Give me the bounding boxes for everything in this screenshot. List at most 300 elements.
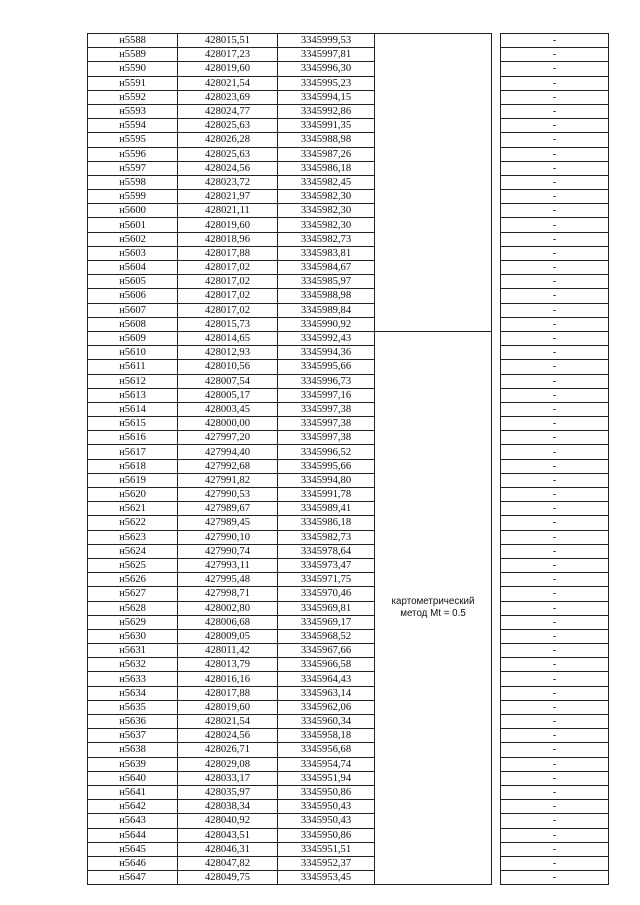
y-coordinate-cell: 3345964,43: [278, 672, 375, 686]
column-gap: [492, 686, 501, 700]
table-row: [88, 828, 609, 842]
accuracy-dash-cell: -: [501, 729, 609, 743]
point-name-cell: н5616: [88, 431, 178, 445]
x-coordinate-cell: 428023,72: [178, 175, 278, 189]
accuracy-dash-cell: -: [501, 601, 609, 615]
point-name-cell: н5612: [88, 374, 178, 388]
accuracy-dash-cell: -: [501, 629, 609, 643]
x-coordinate-cell: 428017,23: [178, 48, 278, 62]
column-gap: [492, 374, 501, 388]
x-coordinate-cell: 427989,67: [178, 502, 278, 516]
point-name-cell: н5629: [88, 615, 178, 629]
column-gap: [492, 473, 501, 487]
y-coordinate-cell: 3345969,81: [278, 601, 375, 615]
y-coordinate-cell: 3345994,80: [278, 473, 375, 487]
table-row: [88, 275, 609, 289]
y-coordinate-cell: 3345950,43: [278, 814, 375, 828]
x-coordinate-cell: 428017,02: [178, 289, 278, 303]
table-row: [88, 133, 609, 147]
table-row: [88, 488, 609, 502]
point-name-cell: н5614: [88, 402, 178, 416]
table-row: [88, 800, 609, 814]
accuracy-dash-cell: -: [501, 360, 609, 374]
point-name-cell: н5617: [88, 445, 178, 459]
column-gap: [492, 175, 501, 189]
y-coordinate-cell: 3345982,30: [278, 190, 375, 204]
point-name-cell: н5645: [88, 842, 178, 856]
y-coordinate-cell: 3345963,14: [278, 686, 375, 700]
x-coordinate-cell: 427992,68: [178, 459, 278, 473]
table-row: [88, 530, 609, 544]
table-row: [88, 743, 609, 757]
accuracy-dash-cell: -: [501, 417, 609, 431]
point-name-cell: н5600: [88, 204, 178, 218]
x-coordinate-cell: 428006,68: [178, 615, 278, 629]
point-name-cell: н5631: [88, 644, 178, 658]
column-gap: [492, 573, 501, 587]
table-row: [88, 558, 609, 572]
x-coordinate-cell: 428033,17: [178, 771, 278, 785]
point-name-cell: н5622: [88, 516, 178, 530]
x-coordinate-cell: 428049,75: [178, 871, 278, 885]
column-gap: [492, 856, 501, 870]
table-row: [88, 246, 609, 260]
column-gap: [492, 147, 501, 161]
column-gap: [492, 459, 501, 473]
y-coordinate-cell: 3345988,98: [278, 133, 375, 147]
x-coordinate-cell: 428021,11: [178, 204, 278, 218]
accuracy-dash-cell: -: [501, 516, 609, 530]
accuracy-dash-cell: -: [501, 317, 609, 331]
y-coordinate-cell: 3345982,30: [278, 204, 375, 218]
table-row: [88, 516, 609, 530]
column-gap: [492, 871, 501, 885]
table-row: [88, 644, 609, 658]
y-coordinate-cell: 3345996,52: [278, 445, 375, 459]
coordinates-table-body: [88, 34, 609, 885]
y-coordinate-cell: 3345997,38: [278, 402, 375, 416]
x-coordinate-cell: 428024,77: [178, 104, 278, 118]
column-gap: [492, 558, 501, 572]
table-row: [88, 856, 609, 870]
y-coordinate-cell: 3345999,53: [278, 34, 375, 48]
table-row: [88, 587, 609, 601]
accuracy-dash-cell: -: [501, 261, 609, 275]
y-coordinate-cell: 3345983,81: [278, 246, 375, 260]
y-coordinate-cell: 3345994,36: [278, 346, 375, 360]
x-coordinate-cell: 428011,42: [178, 644, 278, 658]
table-row: [88, 573, 609, 587]
x-coordinate-cell: 428015,51: [178, 34, 278, 48]
column-gap: [492, 445, 501, 459]
x-coordinate-cell: 428016,16: [178, 672, 278, 686]
point-name-cell: н5618: [88, 459, 178, 473]
accuracy-dash-cell: -: [501, 530, 609, 544]
x-coordinate-cell: 428007,54: [178, 374, 278, 388]
point-name-cell: н5627: [88, 587, 178, 601]
y-coordinate-cell: 3345990,92: [278, 317, 375, 331]
y-coordinate-cell: 3345982,45: [278, 175, 375, 189]
method-note-line1: картометрический: [391, 596, 475, 608]
column-gap: [492, 814, 501, 828]
y-coordinate-cell: 3345997,38: [278, 431, 375, 445]
x-coordinate-cell: 428017,88: [178, 686, 278, 700]
x-coordinate-cell: 428017,02: [178, 303, 278, 317]
y-coordinate-cell: 3345982,73: [278, 232, 375, 246]
table-row: [88, 204, 609, 218]
y-coordinate-cell: 3345992,43: [278, 331, 375, 345]
accuracy-dash-cell: -: [501, 62, 609, 76]
y-coordinate-cell: 3345956,68: [278, 743, 375, 757]
table-row: [88, 402, 609, 416]
column-gap: [492, 672, 501, 686]
column-gap: [492, 303, 501, 317]
table-row: [88, 544, 609, 558]
y-coordinate-cell: 3345960,34: [278, 715, 375, 729]
y-coordinate-cell: 3345952,37: [278, 856, 375, 870]
point-name-cell: н5634: [88, 686, 178, 700]
table-row: [88, 431, 609, 445]
point-name-cell: н5633: [88, 672, 178, 686]
accuracy-dash-cell: -: [501, 161, 609, 175]
table-row: [88, 175, 609, 189]
x-coordinate-cell: 427994,40: [178, 445, 278, 459]
x-coordinate-cell: 428017,02: [178, 261, 278, 275]
accuracy-dash-cell: -: [501, 104, 609, 118]
table-row: [88, 757, 609, 771]
point-name-cell: н5613: [88, 388, 178, 402]
point-name-cell: н5588: [88, 34, 178, 48]
accuracy-dash-cell: -: [501, 658, 609, 672]
table-row: [88, 289, 609, 303]
table-row: [88, 232, 609, 246]
column-gap: [492, 34, 501, 48]
table-row: [88, 672, 609, 686]
method-note-line2: метод Mt = 0.5: [400, 608, 466, 620]
x-coordinate-cell: 428018,96: [178, 232, 278, 246]
y-coordinate-cell: 3345994,15: [278, 90, 375, 104]
point-name-cell: н5598: [88, 175, 178, 189]
y-coordinate-cell: 3345973,47: [278, 558, 375, 572]
accuracy-dash-cell: -: [501, 346, 609, 360]
point-name-cell: н5606: [88, 289, 178, 303]
table-row: [88, 715, 609, 729]
column-gap: [492, 232, 501, 246]
x-coordinate-cell: 427991,82: [178, 473, 278, 487]
y-coordinate-cell: 3345989,84: [278, 303, 375, 317]
point-name-cell: н5630: [88, 629, 178, 643]
accuracy-dash-cell: -: [501, 190, 609, 204]
x-coordinate-cell: 428012,93: [178, 346, 278, 360]
accuracy-dash-cell: -: [501, 502, 609, 516]
column-gap: [492, 828, 501, 842]
y-coordinate-cell: 3345962,06: [278, 700, 375, 714]
x-coordinate-cell: 427990,10: [178, 530, 278, 544]
x-coordinate-cell: 428021,54: [178, 76, 278, 90]
table-row: [88, 814, 609, 828]
x-coordinate-cell: 428024,56: [178, 729, 278, 743]
table-row: [88, 473, 609, 487]
y-coordinate-cell: 3345988,98: [278, 289, 375, 303]
column-gap: [492, 530, 501, 544]
accuracy-dash-cell: -: [501, 573, 609, 587]
table-row: [88, 417, 609, 431]
y-coordinate-cell: 3345969,17: [278, 615, 375, 629]
column-gap: [492, 346, 501, 360]
x-coordinate-cell: 428035,97: [178, 785, 278, 799]
point-name-cell: н5640: [88, 771, 178, 785]
column-gap: [492, 842, 501, 856]
table-row: [88, 303, 609, 317]
point-name-cell: н5644: [88, 828, 178, 842]
accuracy-dash-cell: -: [501, 445, 609, 459]
point-name-cell: н5643: [88, 814, 178, 828]
accuracy-dash-cell: -: [501, 232, 609, 246]
column-gap: [492, 700, 501, 714]
y-coordinate-cell: 3345997,38: [278, 417, 375, 431]
accuracy-dash-cell: -: [501, 204, 609, 218]
accuracy-dash-cell: -: [501, 246, 609, 260]
table-row: [88, 104, 609, 118]
y-coordinate-cell: 3345950,86: [278, 828, 375, 842]
point-name-cell: н5628: [88, 601, 178, 615]
column-gap: [492, 402, 501, 416]
column-gap: [492, 161, 501, 175]
y-coordinate-cell: 3345971,75: [278, 573, 375, 587]
column-gap: [492, 218, 501, 232]
point-name-cell: н5609: [88, 331, 178, 345]
table-row: [88, 317, 609, 331]
y-coordinate-cell: 3345968,52: [278, 629, 375, 643]
column-gap: [492, 431, 501, 445]
table-row: [88, 190, 609, 204]
table-row: [88, 346, 609, 360]
x-coordinate-cell: 428043,51: [178, 828, 278, 842]
point-name-cell: н5637: [88, 729, 178, 743]
x-coordinate-cell: 427990,53: [178, 488, 278, 502]
x-coordinate-cell: 428003,45: [178, 402, 278, 416]
x-coordinate-cell: 428024,56: [178, 161, 278, 175]
table-row: [88, 360, 609, 374]
point-name-cell: н5603: [88, 246, 178, 260]
accuracy-dash-cell: -: [501, 672, 609, 686]
point-name-cell: н5595: [88, 133, 178, 147]
column-gap: [492, 502, 501, 516]
accuracy-dash-cell: -: [501, 828, 609, 842]
point-name-cell: н5624: [88, 544, 178, 558]
y-coordinate-cell: 3345991,78: [278, 488, 375, 502]
accuracy-dash-cell: -: [501, 686, 609, 700]
column-gap: [492, 289, 501, 303]
point-name-cell: н5610: [88, 346, 178, 360]
column-gap: [492, 76, 501, 90]
table-row: [88, 871, 609, 885]
point-name-cell: н5596: [88, 147, 178, 161]
x-coordinate-cell: 428019,60: [178, 218, 278, 232]
x-coordinate-cell: 427998,71: [178, 587, 278, 601]
point-name-cell: н5591: [88, 76, 178, 90]
point-name-cell: н5593: [88, 104, 178, 118]
accuracy-dash-cell: -: [501, 715, 609, 729]
table-row: [88, 119, 609, 133]
y-coordinate-cell: 3345953,45: [278, 871, 375, 885]
accuracy-dash-cell: -: [501, 388, 609, 402]
y-coordinate-cell: 3345978,64: [278, 544, 375, 558]
accuracy-dash-cell: -: [501, 218, 609, 232]
accuracy-dash-cell: -: [501, 871, 609, 885]
accuracy-dash-cell: -: [501, 842, 609, 856]
point-name-cell: н5607: [88, 303, 178, 317]
y-coordinate-cell: 3345970,46: [278, 587, 375, 601]
column-gap: [492, 587, 501, 601]
accuracy-dash-cell: -: [501, 459, 609, 473]
accuracy-dash-cell: -: [501, 800, 609, 814]
accuracy-dash-cell: -: [501, 331, 609, 345]
table-row: [88, 147, 609, 161]
table-row: [88, 374, 609, 388]
point-name-cell: н5611: [88, 360, 178, 374]
accuracy-dash-cell: -: [501, 856, 609, 870]
point-name-cell: н5608: [88, 317, 178, 331]
x-coordinate-cell: 428025,63: [178, 147, 278, 161]
table-row: [88, 90, 609, 104]
x-coordinate-cell: 428021,54: [178, 715, 278, 729]
accuracy-dash-cell: -: [501, 34, 609, 48]
accuracy-dash-cell: -: [501, 558, 609, 572]
x-coordinate-cell: 428038,34: [178, 800, 278, 814]
y-coordinate-cell: 3345987,26: [278, 147, 375, 161]
table-row: [88, 629, 609, 643]
x-coordinate-cell: 428046,31: [178, 842, 278, 856]
accuracy-dash-cell: -: [501, 473, 609, 487]
point-name-cell: н5599: [88, 190, 178, 204]
accuracy-dash-cell: -: [501, 275, 609, 289]
x-coordinate-cell: 428019,60: [178, 700, 278, 714]
x-coordinate-cell: 428002,80: [178, 601, 278, 615]
point-name-cell: н5626: [88, 573, 178, 587]
accuracy-dash-cell: -: [501, 814, 609, 828]
x-coordinate-cell: 428010,56: [178, 360, 278, 374]
point-name-cell: н5647: [88, 871, 178, 885]
column-gap: [492, 743, 501, 757]
y-coordinate-cell: 3345966,58: [278, 658, 375, 672]
table-row: [88, 48, 609, 62]
y-coordinate-cell: 3345989,41: [278, 502, 375, 516]
column-gap: [492, 104, 501, 118]
column-gap: [492, 488, 501, 502]
y-coordinate-cell: 3345986,18: [278, 161, 375, 175]
column-gap: [492, 190, 501, 204]
accuracy-dash-cell: -: [501, 431, 609, 445]
column-gap: [492, 800, 501, 814]
y-coordinate-cell: 3345951,51: [278, 842, 375, 856]
point-name-cell: н5641: [88, 785, 178, 799]
table-row: [88, 842, 609, 856]
x-coordinate-cell: 428029,08: [178, 757, 278, 771]
accuracy-dash-cell: -: [501, 785, 609, 799]
accuracy-dash-cell: -: [501, 771, 609, 785]
x-coordinate-cell: 428026,28: [178, 133, 278, 147]
table-row: [88, 459, 609, 473]
point-name-cell: н5590: [88, 62, 178, 76]
point-name-cell: н5589: [88, 48, 178, 62]
x-coordinate-cell: 428040,92: [178, 814, 278, 828]
x-coordinate-cell: 428026,71: [178, 743, 278, 757]
column-gap: [492, 331, 501, 345]
method-blank-cell: [375, 34, 492, 332]
column-gap: [492, 360, 501, 374]
y-coordinate-cell: 3345995,66: [278, 360, 375, 374]
table-row: [88, 686, 609, 700]
table-row: [88, 331, 609, 345]
table-row: [88, 445, 609, 459]
column-gap: [492, 246, 501, 260]
x-coordinate-cell: 428005,17: [178, 388, 278, 402]
table-row: [88, 34, 609, 48]
table-row: [88, 161, 609, 175]
table-row: [88, 261, 609, 275]
y-coordinate-cell: 3345997,16: [278, 388, 375, 402]
point-name-cell: н5646: [88, 856, 178, 870]
table-row: [88, 771, 609, 785]
point-name-cell: н5592: [88, 90, 178, 104]
column-gap: [492, 62, 501, 76]
accuracy-dash-cell: -: [501, 587, 609, 601]
point-name-cell: н5621: [88, 502, 178, 516]
y-coordinate-cell: 3345985,97: [278, 275, 375, 289]
column-gap: [492, 119, 501, 133]
column-gap: [492, 658, 501, 672]
table-row: [88, 700, 609, 714]
x-coordinate-cell: 427990,74: [178, 544, 278, 558]
point-name-cell: н5619: [88, 473, 178, 487]
point-name-cell: н5615: [88, 417, 178, 431]
y-coordinate-cell: 3345996,30: [278, 62, 375, 76]
accuracy-dash-cell: -: [501, 374, 609, 388]
y-coordinate-cell: 3345986,18: [278, 516, 375, 530]
accuracy-dash-cell: -: [501, 402, 609, 416]
y-coordinate-cell: 3345967,66: [278, 644, 375, 658]
column-gap: [492, 204, 501, 218]
column-gap: [492, 261, 501, 275]
x-coordinate-cell: 428023,69: [178, 90, 278, 104]
x-coordinate-cell: 428019,60: [178, 62, 278, 76]
table-row: [88, 388, 609, 402]
accuracy-dash-cell: -: [501, 133, 609, 147]
point-name-cell: н5605: [88, 275, 178, 289]
table-row: [88, 785, 609, 799]
accuracy-dash-cell: -: [501, 743, 609, 757]
y-coordinate-cell: 3345950,86: [278, 785, 375, 799]
x-coordinate-cell: 428025,63: [178, 119, 278, 133]
x-coordinate-cell: 427995,48: [178, 573, 278, 587]
accuracy-dash-cell: -: [501, 48, 609, 62]
column-gap: [492, 275, 501, 289]
accuracy-dash-cell: -: [501, 757, 609, 771]
column-gap: [492, 48, 501, 62]
point-name-cell: н5602: [88, 232, 178, 246]
x-coordinate-cell: 427989,45: [178, 516, 278, 530]
x-coordinate-cell: 428009,05: [178, 629, 278, 643]
accuracy-dash-cell: -: [501, 147, 609, 161]
y-coordinate-cell: 3345995,23: [278, 76, 375, 90]
point-name-cell: н5632: [88, 658, 178, 672]
point-name-cell: н5623: [88, 530, 178, 544]
column-gap: [492, 644, 501, 658]
accuracy-dash-cell: -: [501, 700, 609, 714]
accuracy-dash-cell: -: [501, 90, 609, 104]
table-row: [88, 76, 609, 90]
